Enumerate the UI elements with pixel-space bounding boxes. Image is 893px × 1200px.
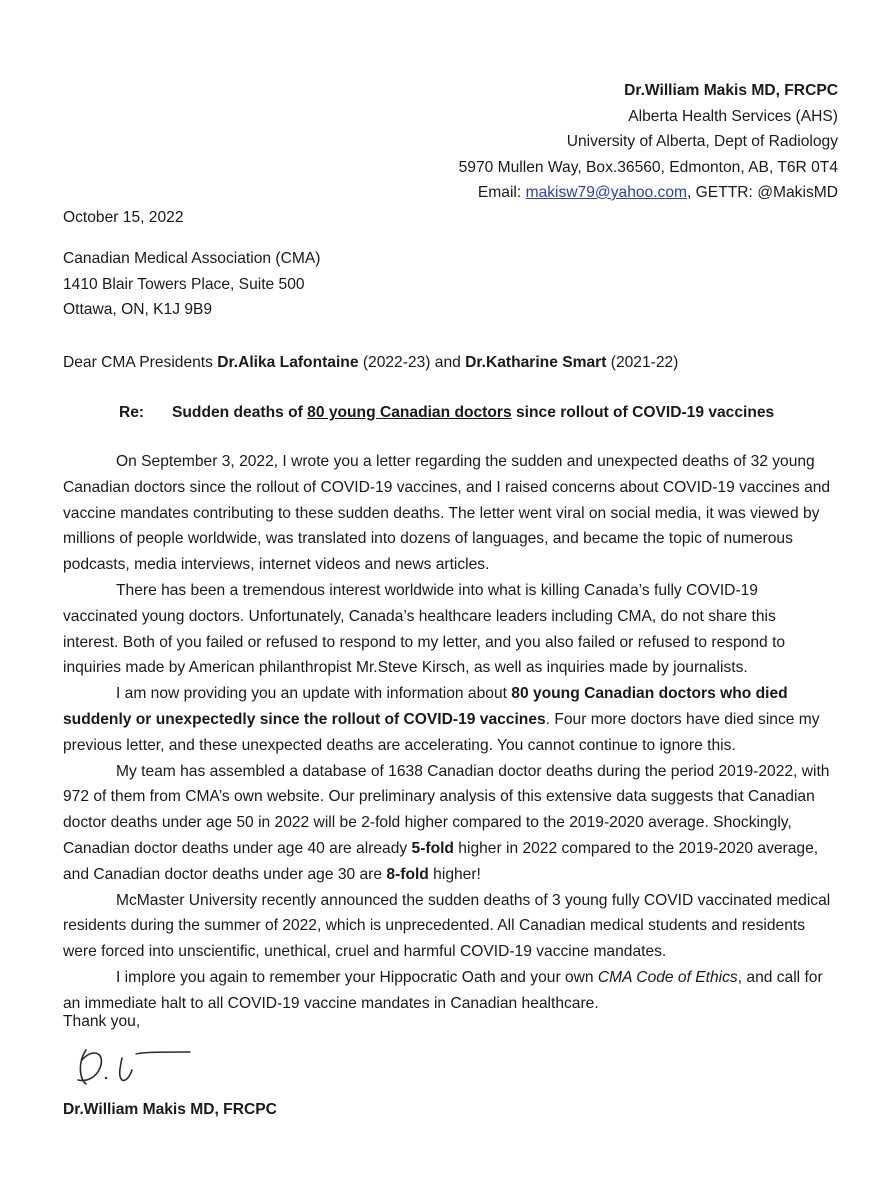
email-link[interactable]: makisw79@yahoo.com	[525, 184, 688, 201]
paragraph: McMaster University recently announced the sudden deaths of 3 young fully COVID vaccinated medical residents during the summer of 2022, which is unprecedented. All Canadian medical students and residents were forced into unscientific, unethical, cruel and harmful COVID-19 vaccine mandates.	[63, 891, 831, 961]
president-years: (2022-23) and	[358, 354, 466, 371]
recipient-line: Ottawa, ON, K1J 9B9	[63, 301, 213, 318]
subject-text: Sudden deaths of	[172, 404, 308, 421]
subject-line	[119, 400, 774, 426]
paragraph	[63, 681, 833, 758]
salutation	[63, 350, 678, 376]
paragraph-emphasis: 5-fold	[411, 839, 454, 857]
letter-body	[63, 449, 833, 1017]
recipient-address	[63, 246, 320, 323]
salutation-prefix: Dear CMA Presidents	[63, 354, 218, 371]
paragraph-text: . Four more doctors have died since my previous letter, and these unexpected deaths are accelerating. You cannot continue to ignore this.	[63, 710, 820, 754]
paragraph-text: higher in 2022 compared to the 2019-2020 average, and Canadian doctor deaths under age 30 are	[63, 839, 819, 883]
paragraph-emphasis: 8-fold	[386, 865, 429, 883]
email-label: Email:	[477, 184, 526, 201]
closing: Thank you,	[63, 1013, 141, 1030]
paragraph-text: , and call for an immediate halt to all COVID-19 vaccine mandates in Canadian healthcare.	[63, 968, 823, 1012]
recipient-line: Canadian Medical Association (CMA)	[63, 250, 321, 267]
letterhead	[459, 78, 838, 206]
gettr-handle: , GETTR: @MakisMD	[687, 184, 838, 201]
subject-text: since rollout of COVID-19 vaccines	[511, 404, 775, 421]
subject-label: Re:	[119, 404, 145, 421]
paragraph-italic: CMA Code of Ethics	[597, 968, 738, 986]
author-name: Dr.William Makis MD, FRCPC	[624, 82, 838, 99]
paragraph	[63, 759, 833, 888]
paragraph-text: My team has assembled a database of 1638 Canadian doctor deaths during the period 2019-2022, with 972 of them from CMA’s own website. Our preliminary analysis of this extensive data suggests that Canadian doctor deaths under age 50 in 2022 will be 2-fold higher compared to the 2019-2020 average. Shockingly, Canadian doctor deaths under age 40 are already	[63, 762, 830, 857]
paragraph-text: higher!	[428, 865, 481, 883]
author-organization: Alberta Health Services (AHS)	[628, 107, 838, 125]
signature-name: Dr.William Makis MD, FRCPC	[63, 1101, 277, 1118]
letter-date: October 15, 2022	[63, 209, 184, 226]
recipient-line: 1410 Blair Towers Place, Suite 500	[63, 275, 305, 293]
author-contact	[459, 180, 838, 206]
handwritten-signature	[70, 1040, 200, 1090]
author-address: 5970 Mullen Way, Box.36560, Edmonton, AB, T6R 0T4	[458, 158, 838, 176]
subject-emphasis: 80 young Canadian doctors	[307, 404, 512, 421]
author-department: University of Alberta, Dept of Radiology	[566, 133, 838, 150]
paragraph	[63, 965, 833, 1017]
paragraph: There has been a tremendous interest worldwide into what is killing Canada’s fully COVID-19 vaccinated young doctors. Unfortunately, Canada’s healthcare leaders including CMA, do not share this interest. Both of you failed or refused to respond to my letter, and you also failed or refused to respond to inquiries made by American philanthropist Mr.Steve Kirsch, as well as inquiries made by journalists.	[63, 581, 786, 677]
paragraph: On September 3, 2022, I wrote you a letter regarding the sudden and unexpected deaths of 32 young Canadian doctors since the rollout of COVID-19 vaccines, and I raised concerns about COVID-19 vaccines and vaccine mandates contributing to these sudden deaths. The letter went viral on social media, it was viewed by millions of people worldwide, was translated into dozens of languages, and became the topic of numerous podcasts, media interviews, internet videos and news articles.	[63, 453, 831, 574]
paragraph-text: I implore you again to remember your Hippocratic Oath and your own	[116, 968, 598, 986]
president-name: Dr.Katharine Smart	[465, 354, 607, 371]
president-years: (2021-22)	[606, 354, 679, 371]
paragraph-emphasis: 80 young Canadian doctors who died suddenly or unexpectedly since the rollout of COVID-19 vaccines	[63, 685, 788, 728]
president-name: Dr.Alika Lafontaine	[217, 354, 359, 371]
paragraph-text: I am now providing you an update with information about	[116, 685, 512, 703]
